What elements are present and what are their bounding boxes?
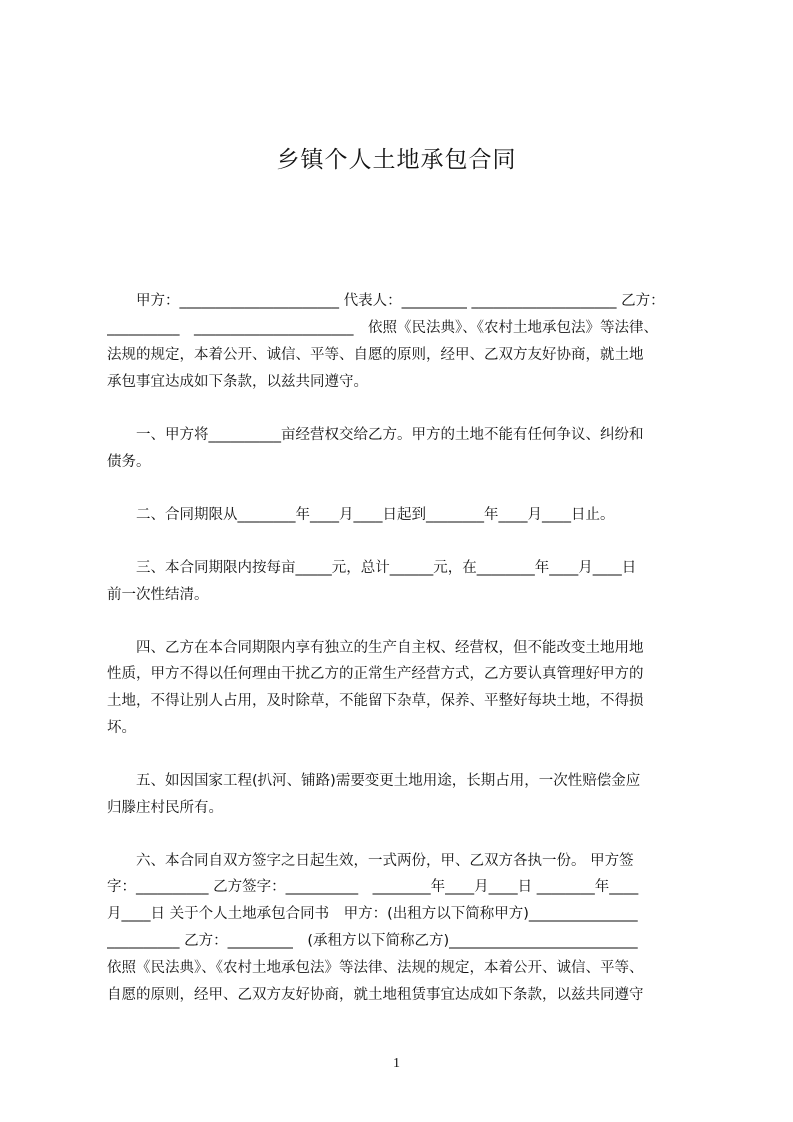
text-line: 坏。: [107, 720, 136, 736]
text-line: 甲方：______________________ 代表人：_________ ____________________ 乙方：: [107, 293, 665, 309]
text-line: 依照《民法典》、《农村土地承包法》等法律、法规的规定，本着公开、诚信、平等、: [107, 960, 644, 976]
text-line: 前一次性结清。: [107, 587, 209, 603]
document-title: 乡镇个人土地承包合同: [276, 147, 517, 173]
page-number: 1: [393, 1056, 400, 1071]
text-line: 五、如因国家工程(扒河、铺路)需要变更土地用途，长期占用，一次性赔偿金应: [107, 773, 641, 789]
text-line: 土地，不得让别人占用，及时除草，不能留下杂草，保养、平整好每块土地，不得损: [107, 693, 644, 709]
text-line: 归滕庄村民所有。: [107, 800, 223, 816]
text-line: 六、本合同自双方签字之日起生效，一式两份，甲、乙双方各执一份。 甲方签: [107, 853, 634, 869]
text-line: 一、甲方将__________亩经营权交给乙方。甲方的土地不能有任何争议、纠纷和: [107, 427, 644, 443]
text-line: __________ 乙方：_________ (承租方以下简称乙方)__________________________: [107, 933, 638, 949]
text-line: 自愿的原则，经甲、乙双方友好协商，就土地租赁事宜达成如下条款，以兹共同遵守: [107, 987, 644, 1003]
text-line: 承包事宜达成如下条款，以兹共同遵守。: [107, 374, 368, 390]
text-line: 月____日 关于个人土地承包合同书 甲方：(出租方以下简称甲方)_______________: [107, 906, 638, 922]
text-line: 法规的规定，本着公开、诚信、平等、自愿的原则，经甲、乙双方友好协商，就土地: [107, 347, 644, 363]
text-line: __________ ______________________ 依照《民法典》、《农村土地承包法》等法律、: [107, 320, 658, 336]
text-line: 字：__________ 乙方签字：__________ ________年____月____日 ________年____: [107, 879, 639, 895]
text-line: 二、合同期限从________年____月____日起到________年____月____日止。: [107, 507, 615, 523]
text-line: 三、本合同期限内按每亩_____元，总计______元，在________年____月____日: [107, 560, 637, 576]
text-line: 四、乙方在本合同期限内享有独立的生产自主权、经营权，但不能改变土地用地: [107, 640, 644, 656]
text-line: 性质，甲方不得以任何理由干扰乙方的正常生产经营方式，乙方要认真管理好甲方的: [107, 666, 644, 682]
text-line: 债务。: [107, 454, 151, 470]
